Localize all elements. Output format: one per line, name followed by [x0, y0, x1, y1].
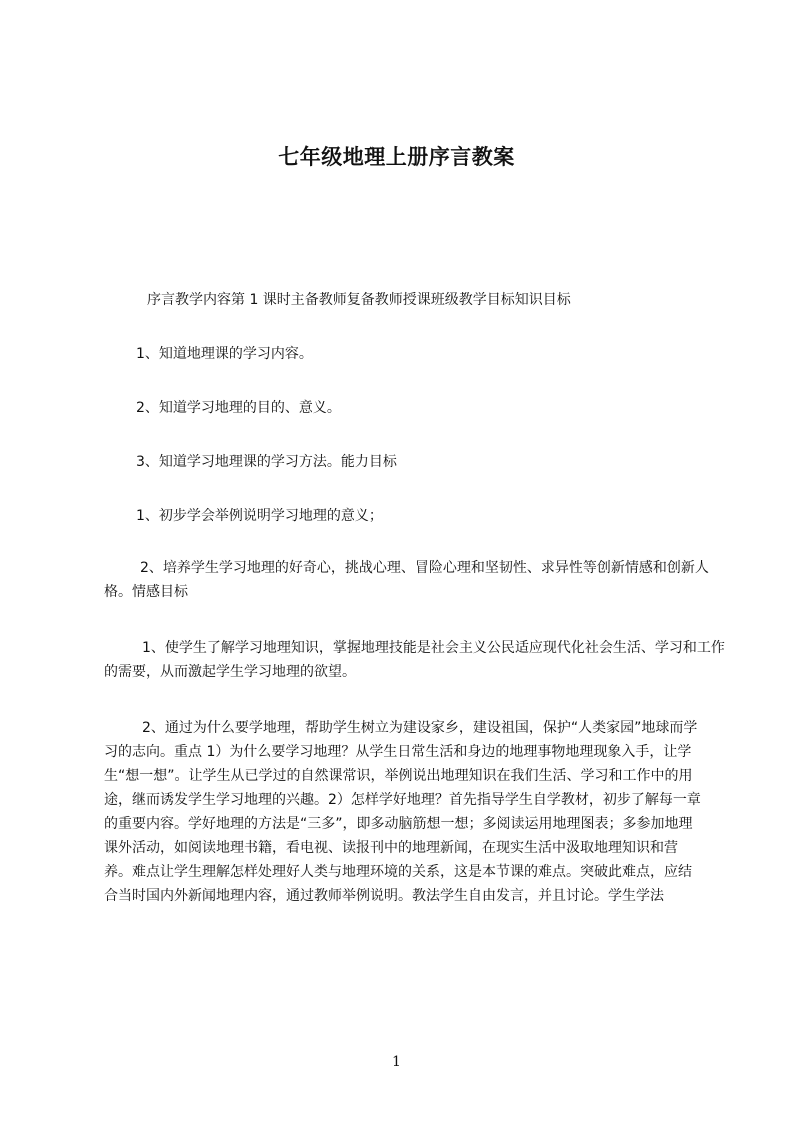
knowledge-goal-3: 3、知道学习地理课的学习方法。能力目标 [136, 454, 397, 470]
ability-goal-2: 2、培养学生学习地理的好奇心，挑战心理、冒险心理和坚韧性、求异性等创新情感和创新人格。情感目标 [104, 560, 709, 600]
emotion-goal-2: 2、通过为什么要学地理，帮助学生树立为建设家乡，建设祖国，保护“人类家园”地球而学习的志向。重点 1）为什么要学习地理？从学生日常生活和身边的地理事物地理现象入手，让学生“想一想”。让学生从已学过的自然课常识，举例说出地理知识在我们生活、学习和工作中的用途，继而诱发学生学习地理的兴趣。2）怎样学好地理？首先指导学生自学教材，初步了解每一章的重要内容。学好地理的方法是“三多”，即多动脑筋想一想；多阅读运用地理图表；多参加地理课外活动，如阅读地理书籍，看电视、读报刊中的地理新闻，在现实生活中汲取地理知识和营养。难点让学生理解怎样处理好人类与地理环境的关系，这是本节课的难点。突破此难点，应结合当时国内外新闻地理内容，通过教师举例说明。教法学生自由发言，并且讨论。学生学法 [104, 720, 701, 904]
knowledge-goal-2: 2、知道学习地理的目的、意义。 [136, 400, 341, 416]
ability-goal-1: 1、初步学会举例说明学习地理的意义； [136, 508, 383, 524]
knowledge-goal-1: 1、知道地理课的学习内容。 [136, 346, 313, 362]
document-title: 七年级地理上册序言教案 [278, 145, 515, 169]
intro-paragraph: 序言教学内容第 1 课时主备教师复备教师授课班级教学目标知识目标 [147, 292, 571, 308]
page-number: 1 [392, 1054, 401, 1070]
emotion-goal-1: 1、使学生了解学习地理知识，掌握地理技能是社会主义公民适应现代化社会生活、学习和工作的需要，从而激起学生学习地理的欲望。 [104, 640, 725, 680]
